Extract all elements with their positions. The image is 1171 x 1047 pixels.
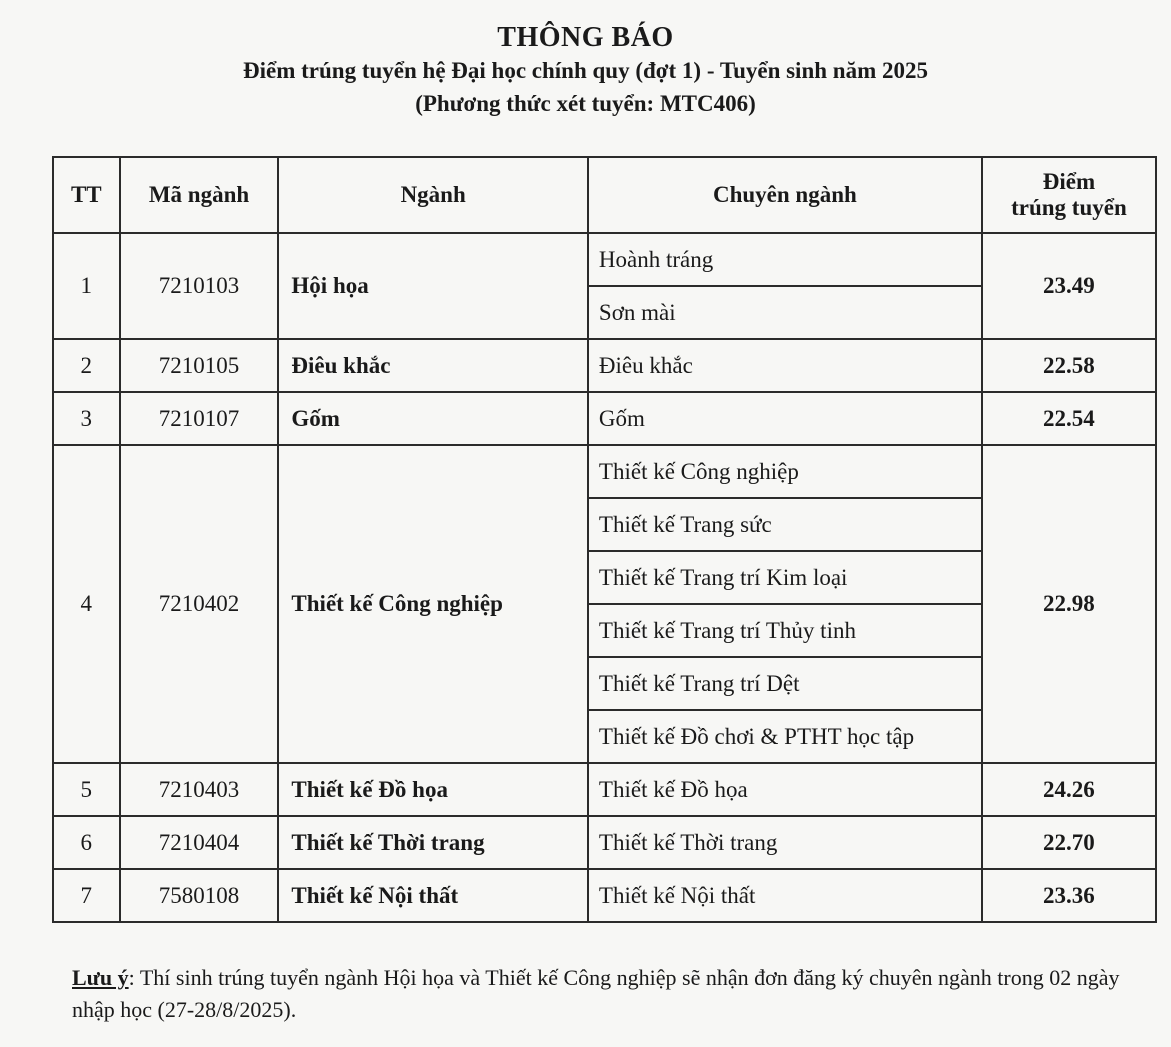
header-tt: TT (53, 157, 120, 233)
cell-specialization: Gốm (588, 392, 982, 445)
cell-code: 7210403 (120, 763, 279, 816)
cell-code: 7580108 (120, 869, 279, 922)
note-label: Lưu ý (72, 965, 129, 990)
cell-tt: 5 (53, 763, 120, 816)
note (72, 962, 1132, 1026)
cell-major: Thiết kế Đồ họa (278, 763, 588, 816)
cell-specialization: Hoành tráng (588, 233, 982, 286)
header-score-line1: Điểm (1042, 169, 1096, 194)
cell-specialization: Điêu khắc (588, 339, 982, 392)
cell-specialization: Thiết kế Nội thất (588, 869, 982, 922)
cell-score: 23.36 (982, 869, 1156, 922)
table-row (53, 392, 1156, 445)
note-text: : Thí sinh trúng tuyển ngành Hội họa và Thiết kế Công nghiệp sẽ nhận đơn đăng ký chuyên ngành trong 02 ngày nhập học (27-28/8/2025). (72, 965, 1120, 1022)
cell-code: 7210103 (120, 233, 279, 339)
cell-code: 7210402 (120, 445, 279, 763)
cell-score: 22.70 (982, 816, 1156, 869)
cell-major: Hội họa (278, 233, 588, 339)
cell-major: Thiết kế Nội thất (278, 869, 588, 922)
cell-tt: 1 (53, 233, 120, 339)
cell-specialization: Thiết kế Trang trí Thủy tinh (588, 604, 982, 657)
cell-specialization: Thiết kế Trang trí Dệt (588, 657, 982, 710)
cell-tt: 4 (53, 445, 120, 763)
table-row (53, 869, 1156, 922)
cell-tt: 3 (53, 392, 120, 445)
cell-code: 7210404 (120, 816, 279, 869)
cell-specialization: Sơn mài (588, 286, 982, 339)
header-score-line2: trúng tuyển (1011, 195, 1127, 220)
cell-tt: 6 (53, 816, 120, 869)
table-row (53, 816, 1156, 869)
cell-code: 7210107 (120, 392, 279, 445)
cell-score: 22.58 (982, 339, 1156, 392)
cell-specialization: Thiết kế Thời trang (588, 816, 982, 869)
header-score (982, 157, 1156, 233)
table-header-row (53, 157, 1156, 233)
table-row (53, 339, 1156, 392)
cell-major: Thiết kế Thời trang (278, 816, 588, 869)
cell-tt: 2 (53, 339, 120, 392)
page-subtitle: Điểm trúng tuyển hệ Đại học chính quy (đợt 1) - Tuyển sinh năm 2025 (243, 58, 928, 83)
cell-score: 24.26 (982, 763, 1156, 816)
cell-specialization: Thiết kế Công nghiệp (588, 445, 982, 498)
cell-major: Điêu khắc (278, 339, 588, 392)
header-specialization: Chuyên ngành (588, 157, 982, 233)
cell-major: Thiết kế Công nghiệp (278, 445, 588, 763)
cell-specialization: Thiết kế Đồ họa (588, 763, 982, 816)
cell-major: Gốm (278, 392, 588, 445)
cell-score: 22.98 (982, 445, 1156, 763)
table-row (53, 445, 1156, 498)
cell-code: 7210105 (120, 339, 279, 392)
table-row (53, 763, 1156, 816)
admission-scores-table (52, 156, 1157, 923)
cell-tt: 7 (53, 869, 120, 922)
cell-specialization: Thiết kế Trang sức (588, 498, 982, 551)
page-title: THÔNG BÁO (497, 22, 674, 53)
table-row (53, 233, 1156, 286)
cell-specialization: Thiết kế Đồ chơi & PTHT học tập (588, 710, 982, 763)
admission-method: (Phương thức xét tuyển: MTC406) (415, 91, 756, 116)
header-code: Mã ngành (120, 157, 279, 233)
cell-score: 22.54 (982, 392, 1156, 445)
cell-score: 23.49 (982, 233, 1156, 339)
cell-specialization: Thiết kế Trang trí Kim loại (588, 551, 982, 604)
header-major: Ngành (278, 157, 588, 233)
